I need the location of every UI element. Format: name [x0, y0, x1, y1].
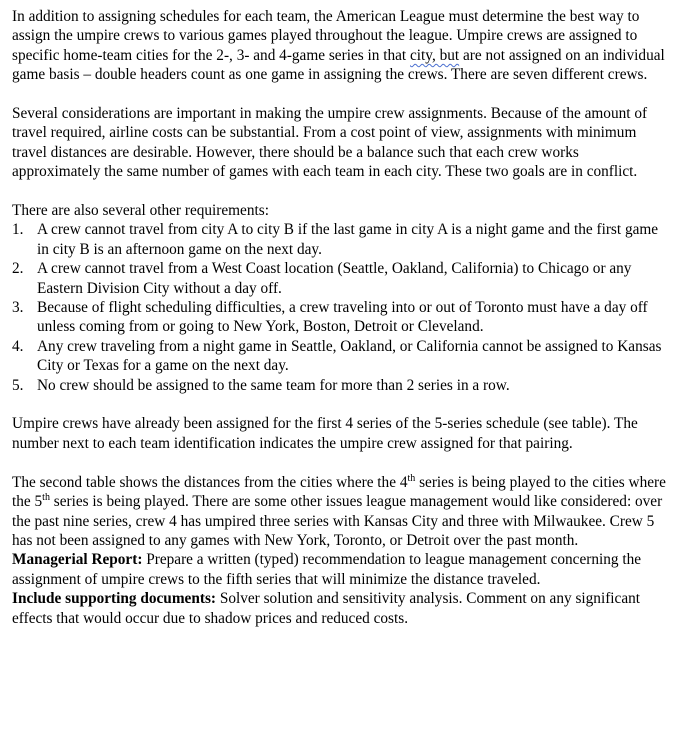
list-item-text: Any crew traveling from a night game in Seattle, Oakland, or California cannot be assigned to Kansas City or Texas for a game on the next day.	[37, 337, 662, 375]
paragraph-distances	[12, 473, 670, 551]
blank-line	[12, 395, 670, 414]
distances-text-2: series is being played to the cities where the 5	[12, 473, 666, 511]
list-item-text: No crew should be assigned to the same team for more than 2 series in a row.	[37, 376, 510, 394]
paragraph-crew-assignments: Umpire crews have already been assigned for the first 4 series of the 5-series schedule (see table). The number next to each team identification indicates the umpire crew assigned for that pairing.	[12, 415, 638, 452]
supporting-documents-label: Include supporting documents:	[12, 590, 216, 608]
paragraph-considerations: Several considerations are important in making the umpire crew assignments. Because of the amount of travel required, airline costs can be substantial. From a cost point of view, assignments with minimum travel distances are desirable. However, there should be a balance such that each crew works approximately the same number of games with each team in each city. These two goals are in conflict.	[12, 105, 648, 181]
intro-text-end: are not assigned on an individual game basis – double headers count as one game in assigning the crews. There are seven different crews.	[12, 46, 665, 84]
list-item	[12, 259, 670, 298]
grammar-flagged-phrase[interactable]: city, but	[410, 46, 460, 64]
managerial-report-label: Managerial Report:	[12, 551, 143, 569]
list-item-number: 5.	[12, 376, 24, 394]
document-body	[12, 7, 670, 628]
list-item-number: 4.	[12, 337, 24, 355]
blank-line	[12, 85, 670, 104]
list-item-number: 2.	[12, 260, 24, 278]
list-item	[12, 220, 670, 259]
list-item-number: 3.	[12, 299, 24, 317]
list-item-number: 1.	[12, 221, 24, 239]
superscript-th: th	[42, 492, 50, 503]
requirements-intro: There are also several other requirements:	[12, 202, 269, 220]
supporting-documents-text: Solver solution and sensitivity analysis. Comment on any significant effects that would occur due to shadow prices and reduced costs.	[12, 590, 641, 627]
list-item	[12, 298, 670, 337]
list-item-text: Because of flight scheduling difficulties, a crew traveling into or out of Toronto must have a day off unless coming from or going to New York, Boston, Detroit or Cleveland.	[37, 299, 648, 336]
list-item	[12, 376, 670, 395]
managerial-report	[12, 550, 670, 589]
intro-text-start: In addition to assigning schedules for each team, the American League must determine the best way to assign the umpire crews to various games played throughout the league. Umpire crews are assigned to specific home-team cities for the 2-, 3- and 4-game series in that	[12, 8, 640, 64]
managerial-report-text: Prepare a written (typed) recommendation to league management concerning the assignment of umpire crews to the fifth series that will minimize the distance traveled.	[12, 551, 642, 588]
list-item-text: A crew cannot travel from city A to city B if the last game in city A is a night game and the first game in city B is an afternoon game on the next day.	[37, 221, 659, 258]
paragraph-intro	[12, 7, 670, 85]
blank-line	[12, 453, 670, 472]
blank-line	[12, 182, 670, 201]
supporting-documents	[12, 589, 670, 628]
distances-text-3: series is being played. There are some other issues league management would like considered: over the past nine series, crew 4 has umpired three series with Kansas City and three with Milwaukee. Crew 5 has not been assigned to any games with New York, Toronto, or Detroit over the past month.	[12, 493, 663, 549]
list-item-text: A crew cannot travel from a West Coast location (Seattle, Oakland, California) to Chicago or any Eastern Division City without a day off.	[37, 260, 632, 297]
list-item	[12, 337, 670, 376]
requirements-list	[12, 220, 670, 395]
superscript-th: th	[407, 472, 416, 484]
distances-text-1: The second table shows the distances from the cities where the 4	[12, 473, 408, 491]
